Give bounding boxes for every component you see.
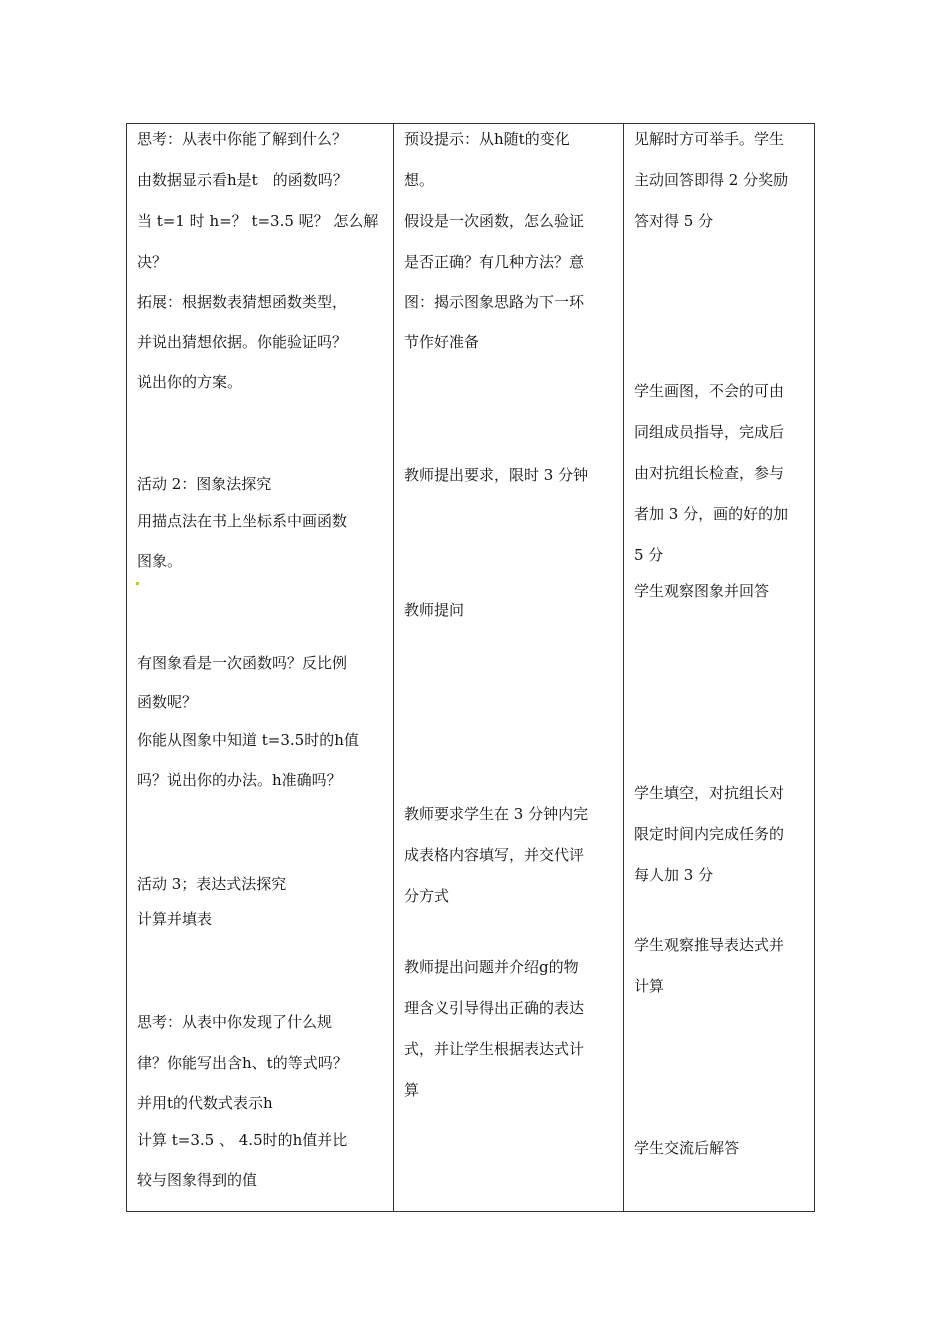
text-line: 决？ [137,253,168,271]
text-line: 分方式 [404,887,450,905]
text-line: 学生填空，对抗组长对 [634,784,785,802]
text-line: 由数据显示看h是t 的函数吗？ [137,171,348,189]
text-line: 是否正确？有几种方法？意 [404,253,585,271]
text-line: 图：揭示图象思路为下一环 [404,293,585,311]
text-line: 当 t=1 时 h=？ t=3.5 呢？ 怎么解 [137,212,379,230]
text-line: 同组成员指导，完成后 [634,423,785,441]
text-line: 假设是一次函数，怎么验证 [404,212,585,230]
text-line: 并用t的代数式表示h [137,1094,273,1112]
text-line: 算 [404,1081,420,1099]
lesson-table [126,123,815,1212]
text-line: 限定时间内完成任务的 [634,825,785,843]
text-line: 学生观察推导表达式并 [634,936,785,954]
ink-speck [136,582,139,585]
text-line: 有图象看是一次函数吗？反比例 [137,654,348,672]
text-line: 预设提示：从h随t的变化 [404,130,570,148]
text-line: 每人加 3 分 [634,866,714,884]
teacher-column [394,124,623,1211]
text-line: 你能从图象中知道 t=3.5时的h值 [137,731,359,749]
text-line: 思考：从表中你能了解到什么？ [137,130,348,148]
text-line: 成表格内容填写，并交代评 [404,846,585,864]
question-column [127,124,393,1211]
text-line: 由对抗组长检查，参与 [634,464,785,482]
text-line: 用描点法在书上坐标系中画函数 [137,512,348,530]
text-line: 教师提出要求，限时 3 分钟 [404,466,589,484]
text-line: 较与图象得到的值 [137,1171,258,1189]
text-line: 思考：从表中你发现了什么规 [137,1013,333,1031]
text-line: 拓展：根据数表猜想函数类型， [137,293,348,311]
student-column [624,124,815,1211]
text-line: 学生画图，不会的可由 [634,382,785,400]
text-line: 说出你的方案。 [137,373,243,391]
text-line: 函数呢？ [137,693,198,711]
text-line: 学生交流后解答 [634,1139,740,1157]
text-line: 并说出猜想依据。你能验证吗？ [137,333,348,351]
text-line: 想。 [404,171,435,189]
text-line: 学生观察图象并回答 [634,582,770,600]
text-line: 计算并填表 [137,910,213,928]
text-line: 律？你能写出含h、t的等式吗？ [137,1054,348,1072]
text-line: 吗？说出你的办法。h准确吗？ [137,771,342,789]
text-line: 教师提出问题并介绍g的物 [404,958,579,976]
text-line: 理含义引导得出正确的表达 [404,999,585,1017]
text-line: 教师提问 [404,601,465,619]
text-line: 节作好准备 [404,333,480,351]
text-line: 计算 t=3.5 、 4.5时的h值并比 [137,1131,348,1149]
text-line: 图象。 [137,552,183,570]
text-line: 活动 3；表达式法探究 [137,875,287,893]
text-line: 者加 3 分，画的好的加 [634,505,789,523]
text-line: 见解时方可举手。学生 [634,130,785,148]
text-line: 式，并让学生根据表达式计 [404,1040,585,1058]
text-line: 教师要求学生在 3 分钟内完 [404,805,589,823]
text-line: 计算 [634,977,665,995]
text-line: 5 分 [634,546,664,564]
text-line: 活动 2：图象法探究 [137,475,272,493]
text-line: 主动回答即得 2 分奖励 [634,171,789,189]
text-line: 答对得 5 分 [634,212,714,230]
